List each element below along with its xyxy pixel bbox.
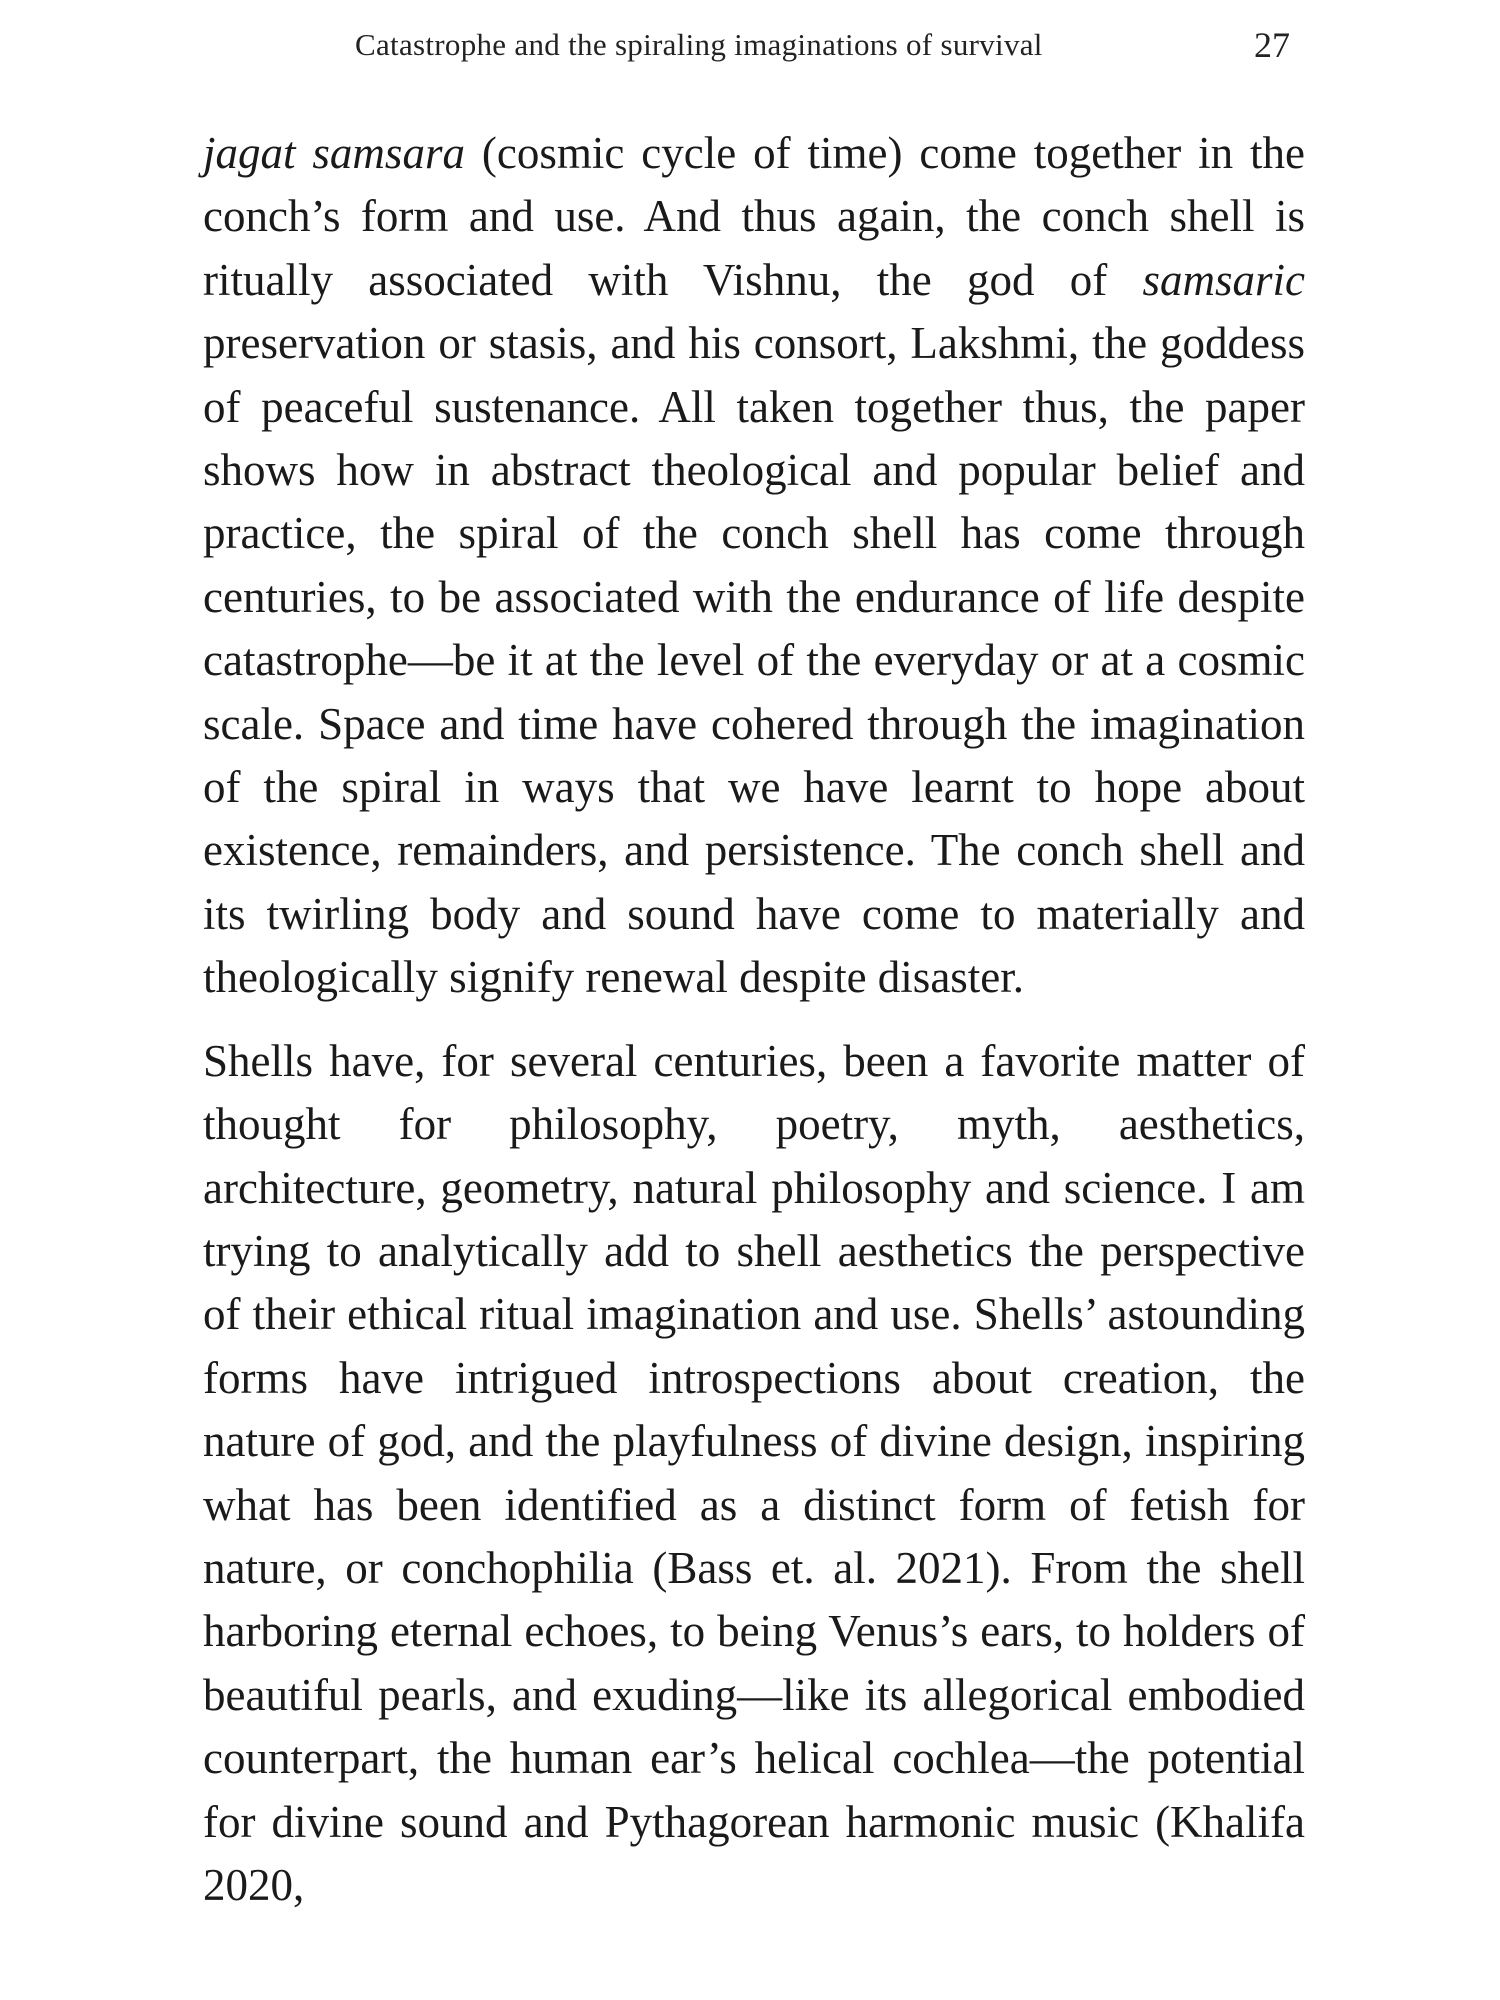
paragraph-2: Shells have, for several centuries, been a favorite matter of thought for philosophy, poetry, myth, aesthetics, architecture, geometry, natural philosophy and science. I am trying to analytically add to shell aesthetics the perspective of their ethical ritual imagination and use. Shells’ astounding forms have intrigued introspections about creation, the nature of god, and the playfulness of divine design, inspiring what has been identified as a distinct form of fetish for nature, or conchophilia (Bass et. al. 2021). From the shell harboring eternal echoes, to being Venus’s ears, to holders of beautiful pearls, and exuding—like its allegorical embodied counterpart, the human ear’s helical cochlea—the potential for divine sound and Pythagorean harmonic music (Khalifa 2020, [203, 1035, 1305, 1910]
term-jagat-samsara: jagat samsara [203, 128, 465, 178]
paragraph-1 [203, 122, 1305, 1010]
paragraph-1-text-a: (cosmic cycle of time) come together in the conch’s form and use. And thus again, the conch shell is ritually associated with Vishnu, the god of [203, 128, 1306, 305]
term-samsaric: samsaric [1142, 254, 1305, 305]
paragraph-1-text-b: preservation or stasis, and his consort, Lakshmi, the goddess of peaceful sustenance. All taken together thus, the paper shows how in abstract theological and popular belief and practice, the spiral of the conch shell has come through centuries, to be associated with the endurance of life despite catastrophe—be it at the level of the everyday or at a cosmic scale. Space and time have cohered through the imagination of the spiral in ways that we have learnt to hope about existence, remainders, and persistence. The conch shell and its twirling body and sound have come to materially and theologically signify renewal despite disaster. [203, 318, 1305, 1003]
page-number: 27 [1254, 25, 1290, 65]
running-title: Catastrophe and the spiraling imaginations of survival [355, 27, 1043, 62]
body-text [203, 122, 1305, 1917]
running-header [355, 20, 1290, 70]
